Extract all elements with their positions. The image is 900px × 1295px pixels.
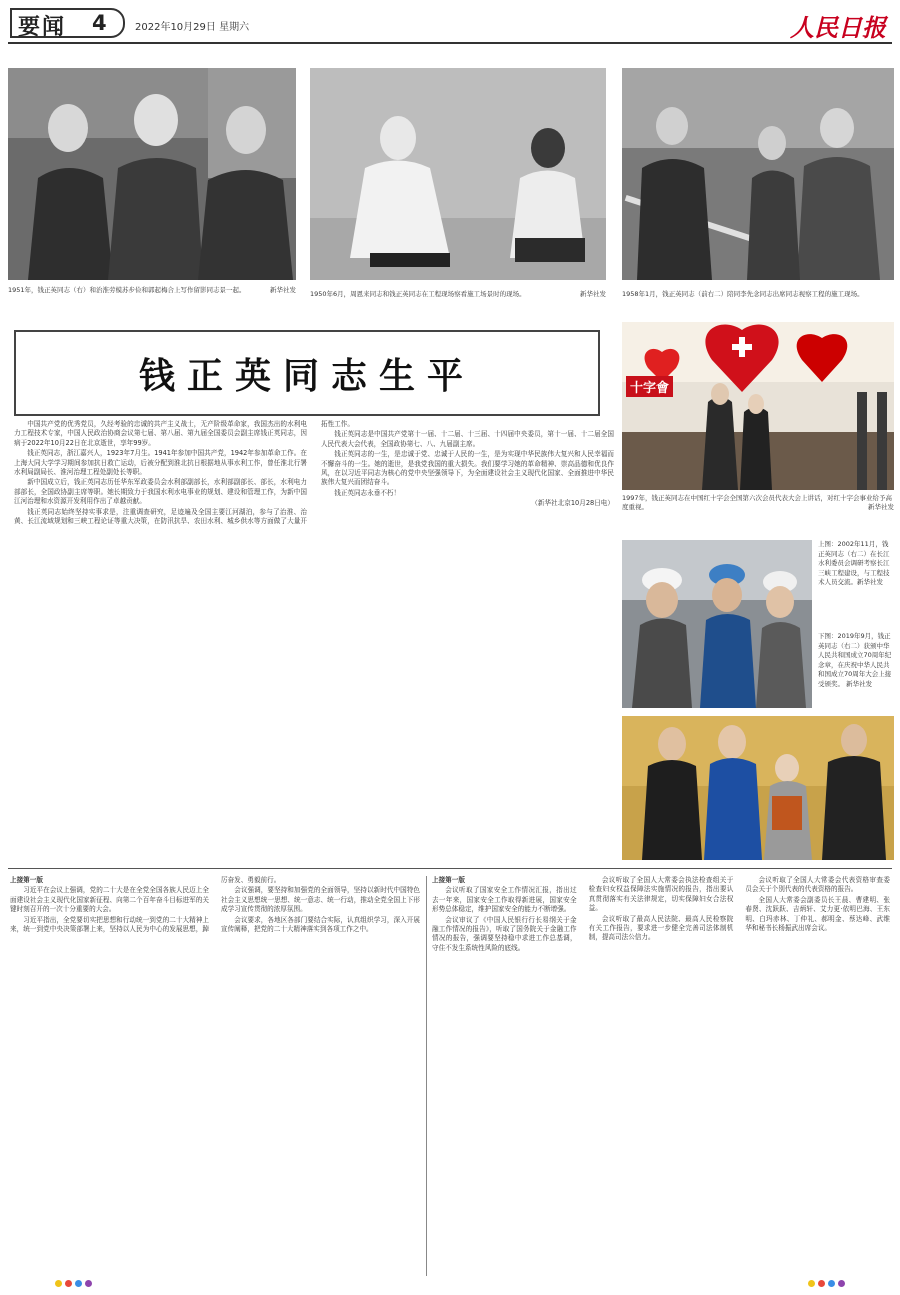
footer-dots-left [55,1280,92,1287]
article-paragraph: 钱正英同志，浙江嘉兴人，1923年7月生。1941年参加中国共产党，1942年参加革命工作。在上海大同大学学习期间参加抗日救亡运动，后被分配到淮北抗日根据地从事水利工作，曾任淮北行署水利局副局长、淮河治理工程处副处长等职。 [14,449,307,477]
issue-date: 2022年10月29日 星期六 [135,22,250,33]
article-paragraph: 新中国成立后，钱正英同志历任华东军政委员会水利部副部长，水利部副部长、部长，水利电力部部长，全国政协副主席等职。她长期致力于我国水利水电事业的规划、建设和管理工作，为新中国江河治理和水资源开发利用作出了卓越贡献。 [14,478,307,506]
section-title: 要闻 [18,15,67,40]
lower-left-paragraph: 习近平在会议上强调，党的二十大是在全党全国各族人民迈上全面建设社会主义现代化国家新征程、向第二个百年奋斗目标进军的关键时刻召开的一次十分重要的大会。 [10,886,209,914]
lower-left-paragraph: 会议要求，各地区各部门要结合实际，认真组织学习，深入开展宣传阐释，把党的二十大精神落实到各项工作之中。 [221,915,420,934]
photo-construction-visit [622,68,894,280]
article-paragraph: 钱正英同志是中国共产党第十一届、十二届、十三届、十四届中央委员，第十一届、十二届全国人民代表大会代表，全国政协第七、八、九届副主席。 [321,430,614,448]
article-body [14,420,614,860]
photo-4-caption-text: 1997年，钱正英同志在中国红十字会全国第六次会员代表大会上讲话，对红十字会事业给予高度重视。 [622,494,893,511]
header-rule [8,42,892,44]
lower-right-paragraph: 会议听取了全国人大常委会代表资格审查委员会关于个别代表的代表资格的报告。 [745,876,890,894]
lower-left-article [10,876,420,1278]
footer-dot [75,1280,82,1287]
lower-left-paragraph: 会议强调，要坚持和加强党的全面领导，坚持以新时代中国特色社会主义思想统一思想、统一意志、统一行动，推动全党全国上下形成学习宣传贯彻的浓厚氛围。 [221,886,420,914]
lower-right-paragraph: 会议听取了国家安全工作情况汇报，指出过去一年来，国家安全工作取得新进展，国家安全形势总体稳定，维护国家安全的能力不断增强。 [432,886,577,914]
photo-6-caption-text: 下图：2019年9月，钱正英同志（右二）获颁中华人民共和国成立70周年纪念章，在庆祝中华人民共和国成立70周年大会上接受颁奖。 [818,632,892,688]
newspaper-logo: 人民日报 [790,13,886,42]
lower-right-paragraph: 会议听取了最高人民法院、最高人民检察院有关工作报告，要求进一步健全完善司法体制机制，提高司法公信力。 [588,914,734,942]
photo-red-cross-meeting [622,322,894,490]
photo-site-inspection [310,68,606,280]
photo-5-caption: 上图：2002年11月，钱正英同志（右二）在长江水利委员会调研考察长江三峡工程建设，与工程技术人员交流。新华社发 [818,540,890,586]
photo-6-caption [818,632,894,710]
section-divider [8,868,892,869]
photo-4-credit: 新华社发 [868,503,894,511]
footer-dot [828,1280,835,1287]
article-paragraph: 钱正英同志始终坚持实事求是，注重调查研究，足迹遍及全国主要江河湖泊，参与了治淮、治黄、长江流域规划和三峡工程论证等重大决策，在防汛抗旱、农田水利、城乡供水等方面做了大量开拓性工作。 [14,420,354,526]
lower-right-paragraph: 会议审议了《中国人民银行行长易纲关于金融工作情况的报告》，听取了国务院关于金融工作情况的报告，强调要坚持稳中求进工作总基调，守住不发生系统性风险的底线。 [432,915,577,952]
lower-right-paragraph: 全国人大常委会副委员长王晨、曹建明、张春贤、沈跃跃、吉炳轩、艾力更·依明巴海、王东明、白玛赤林、丁仲礼、郝明金、蔡达峰、武维华和秘书长杨振武出席会议。 [745,895,890,933]
footer-dot [808,1280,815,1287]
photo-medal-award [622,716,894,860]
page-number: 4 [92,11,107,35]
photo-three-women [8,68,296,280]
article-paragraph: 钱正英同志的一生，是忠诚于党、忠诚于人民的一生，是为实现中华民族伟大复兴和人民幸福而不懈奋斗的一生。她的逝世，是我党我国的重大损失。我们要学习她的革命精神、崇高品德和优良作风，在以习近平同志为核心的党中央坚强领导下，为全面建设社会主义现代化国家、全面推进中华民族伟大复兴而团结奋斗。 [321,450,614,487]
photo-4-caption [622,494,894,512]
lower-left-paragraph: 习近平指出，全党要切实把思想和行动统一到党的二十大精神上来，统一到党中央决策部署上来，坚持以人民为中心的发展思想，踔厉奋发、勇毅前行。 [10,876,281,934]
article-title-box [14,330,600,416]
footer-dot [65,1280,72,1287]
photo-1-caption-text: 1951年，钱正英同志（右）和治淮劳模苏步俭和郭起梅合上写作留影同志景一起。 [8,286,246,294]
footer-dot [85,1280,92,1287]
lower-right-paragraph: 会议听取了全国人大常委会执法检查组关于检查妇女权益保障法实施情况的报告，指出要认真贯彻落实有关法律规定，切实保障妇女合法权益。 [588,876,734,913]
footer-dots-right [808,1280,845,1287]
lower-right-heading: 上接第一版 [432,876,465,884]
photo-3-caption: 1958年1月，钱正英同志（前右二）陪同李先念同志出席同志视察工程的施工现场。 [622,290,864,298]
photo-1-caption [8,286,296,295]
footer-dot [818,1280,825,1287]
photo-engineers-helmets [622,540,812,708]
footer-dot [838,1280,845,1287]
photo-6-credit: 新华社发 [846,679,873,688]
red-cross-banner-text: 十字會 [626,376,673,397]
photo-2-credit: 新华社发 [580,290,606,298]
lower-right-article [432,876,890,1278]
article-source: （新华社北京10月28日电） [531,499,614,508]
photo-2-caption [310,290,606,299]
article-signoff: 钱正英同志永垂不朽！ [334,488,401,497]
article-paragraph: 中国共产党的优秀党员，久经考验的忠诚的共产主义战士，无产阶级革命家，我国杰出的水利电力工程技术专家，中国人民政治协商会议第七届、第八届、第九届全国委员会副主席钱正英同志，因病于2022年10月22日在北京逝世，享年99岁。 [14,420,307,447]
lower-left-heading: 上接第一版 [10,876,43,884]
photo-2-caption-text: 1950年6月，周恩来同志和钱正英同志在工程现场察看施工场景时的现场。 [310,290,526,298]
article-title: 钱正英同志生平 [138,355,475,397]
photo-1-credit: 新华社发 [270,286,296,294]
column-divider [426,876,427,1276]
footer-dot [55,1280,62,1287]
